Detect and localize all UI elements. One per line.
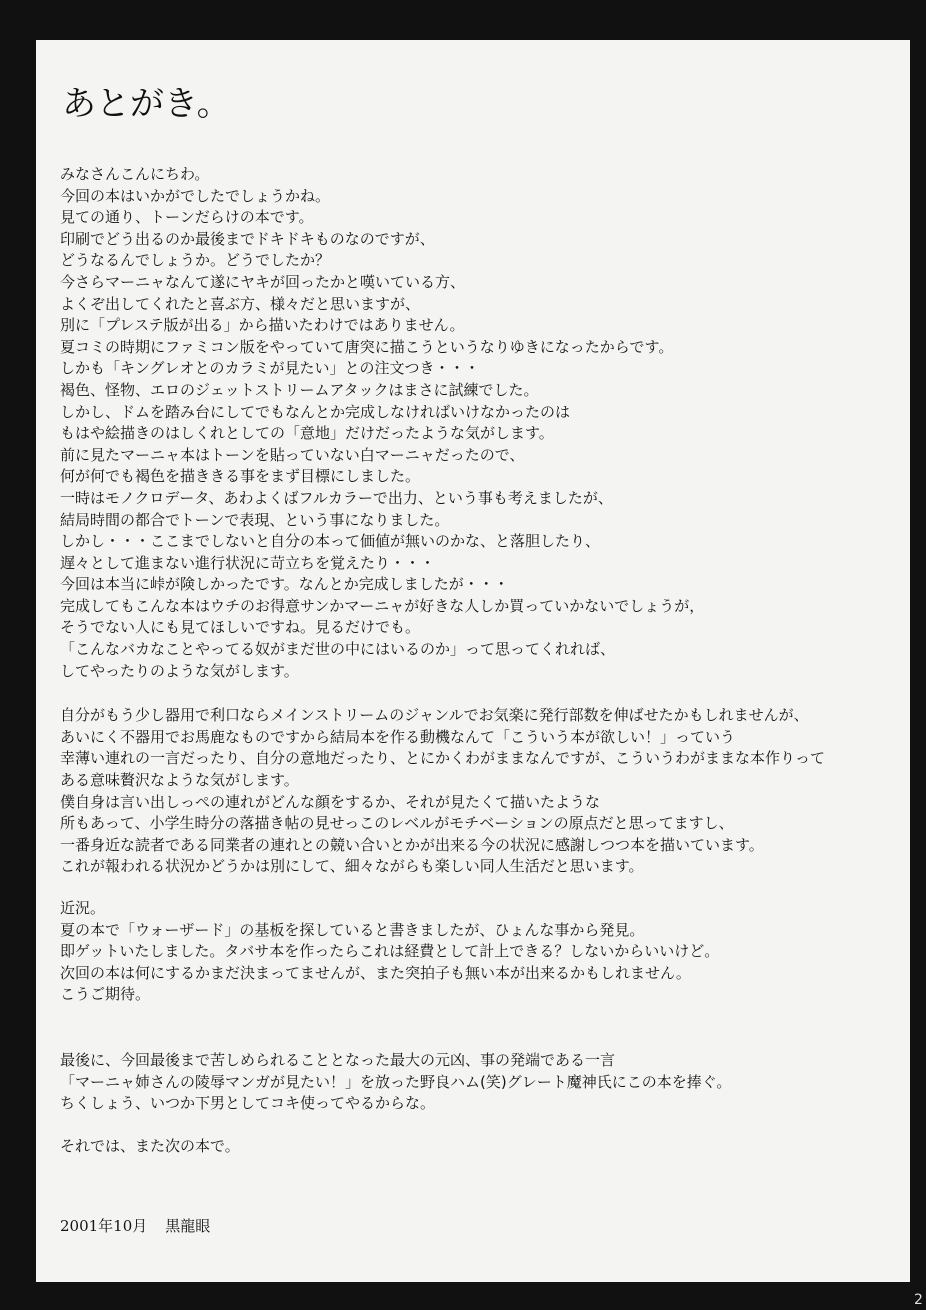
text-line: 印刷でどう出るのか最後までドキドキものなのですが、: [60, 229, 435, 248]
text-line: 自分がもう少し器用で利口ならメインストリームのジャンルでお気楽に発行部数を伸ばせたかもしれませんが、: [60, 706, 809, 725]
paragraph-4: [60, 1050, 900, 1115]
text-line: どうなるんでしょうか。どうでしたか？: [60, 251, 331, 270]
text-line: 近況。: [60, 899, 106, 917]
text-line: 今さらマーニャなんて遂にヤキが回ったかと嘆いている方、: [60, 272, 466, 291]
text-line: 褐色、怪物、エロのジェットストリームアタックはまさに試練でした。: [60, 380, 539, 399]
text-line: よくぞ出してくれたと喜ぶ方、様々だと思いますが、: [60, 294, 421, 313]
text-line: 最後に、今回最後まで苦しめられることとなった最大の元凶、事の発端である一言: [60, 1050, 616, 1069]
text-line: あいにく不器用でお馬鹿なものですから結局本を作る動機なんて「こういう本が欲しい！」っていう: [60, 727, 736, 746]
text-line: そうでない人にも見てほしいですね。見るだけでも。: [60, 618, 421, 637]
text-line: 今回は本当に峠が険しかったです。なんとか完成しましたが・・・: [60, 575, 509, 594]
paragraph-5: [60, 1136, 900, 1158]
signature-date: 2001年10月: [60, 1217, 148, 1235]
text-line: 即ゲットいたしました。タバサ本を作ったらこれは経費として計上できる？しないからいいけど。: [60, 942, 720, 961]
paragraph-2: [60, 705, 900, 878]
text-line: こうご期待。: [60, 985, 151, 1004]
text-line: しかも「キングレオとのカラミが見たい」との注文つき・・・: [60, 359, 480, 378]
text-line: 所もあって、小学生時分の落描き帖の見せっこのレベルがモチベーションの原点だと思ってますし、: [60, 814, 734, 833]
text-line: 見ての通り、トーンだらけの本です。: [60, 208, 314, 227]
text-line: 一時はモノクロデータ、あわよくばフルカラーで出力、という事も考えましたが、: [60, 488, 613, 507]
text-line: しかし・・・ここまでしないと自分の本って価値が無いのかな、と落胆したり、: [60, 532, 601, 551]
text-line: 前に見たマーニャ本はトーンを貼っていない白マーニャだったので、: [60, 445, 525, 464]
signature-author: 黒龍眼: [165, 1217, 211, 1235]
page-number: 2: [914, 1292, 923, 1308]
text-line: 完成してもこんな本はウチのお得意サンかマーニャが好きな人しか買っていかないでしょうが，: [60, 596, 705, 615]
page-title: あとがき。: [62, 84, 231, 124]
text-line: みなさんこんにちわ。: [60, 165, 210, 183]
text-line: 何が何でも褐色を描ききる事をまず目標にしました。: [60, 467, 421, 486]
afterword-body: [60, 164, 900, 1203]
text-line: 結局時間の都合でトーンで表現、という事になりました。: [60, 510, 450, 529]
text-line: 「こんなバカなことやってる奴がまだ世の中にはいるのか」って思ってくれれば、: [60, 640, 616, 659]
text-line: 夏コミの時期にファミコン版をやっていて唐突に描こうというなりゆきになったからです。: [60, 337, 674, 356]
signature: [60, 1215, 210, 1237]
text-line: 「マーニャ姉さんの陵辱マンガが見たい！」を放った野良ハム(笑)グレート魔神氏にこの本を捧ぐ。: [60, 1072, 732, 1091]
text-line: 今回の本はいかがでしたでしょうかね。: [60, 186, 331, 205]
text-line: 別に「プレステ版が出る」から描いたわけではありません。: [60, 316, 465, 335]
text-line: それでは、また次の本で。: [60, 1136, 240, 1155]
text-line: 夏の本で「ウォーザード」の基板を探していると書きましたが、ひょんな事から発見。: [60, 920, 645, 939]
text-line: もはや絵描きのはしくれとしての「意地」だけだったような気がします。: [60, 424, 554, 443]
text-line: これが報われる状況かどうかは別にして、細々ながらも楽しい同人生活だと思います。: [60, 857, 644, 876]
text-line: 遅々として進まない進行状況に苛立ちを覚えたり・・・: [60, 553, 436, 572]
text-line: 幸薄い連れの一言だったり、自分の意地だったり、とにかくわがままなんですが、こういうわがままな本作りって: [60, 749, 826, 768]
text-line: 僕自身は言い出しっぺの連れがどんな顔をするか、それが見たくて描いたような: [60, 792, 601, 811]
text-line: 次回の本は何にするかまだ決まってませんが、また突拍子も無い本が出来るかもしれません。: [60, 963, 691, 982]
text-line: 一番身近な読者である同業者の連れとの競い合いとかが出来る今の状況に感謝しつつ本を描いています。: [60, 835, 764, 854]
paragraph-1: [60, 164, 900, 682]
text-line: してやったりのような気がします。: [60, 661, 299, 680]
text-line: ちくしょう、いつか下男としてコキ使ってやるからな。: [60, 1094, 436, 1113]
text-line: ある意味贅沢なような気がします。: [60, 771, 299, 790]
paragraph-3: [60, 898, 900, 1006]
text-line: しかし、ドムを踏み台にしてでもなんとか完成しなければいけなかったのは: [60, 402, 571, 421]
